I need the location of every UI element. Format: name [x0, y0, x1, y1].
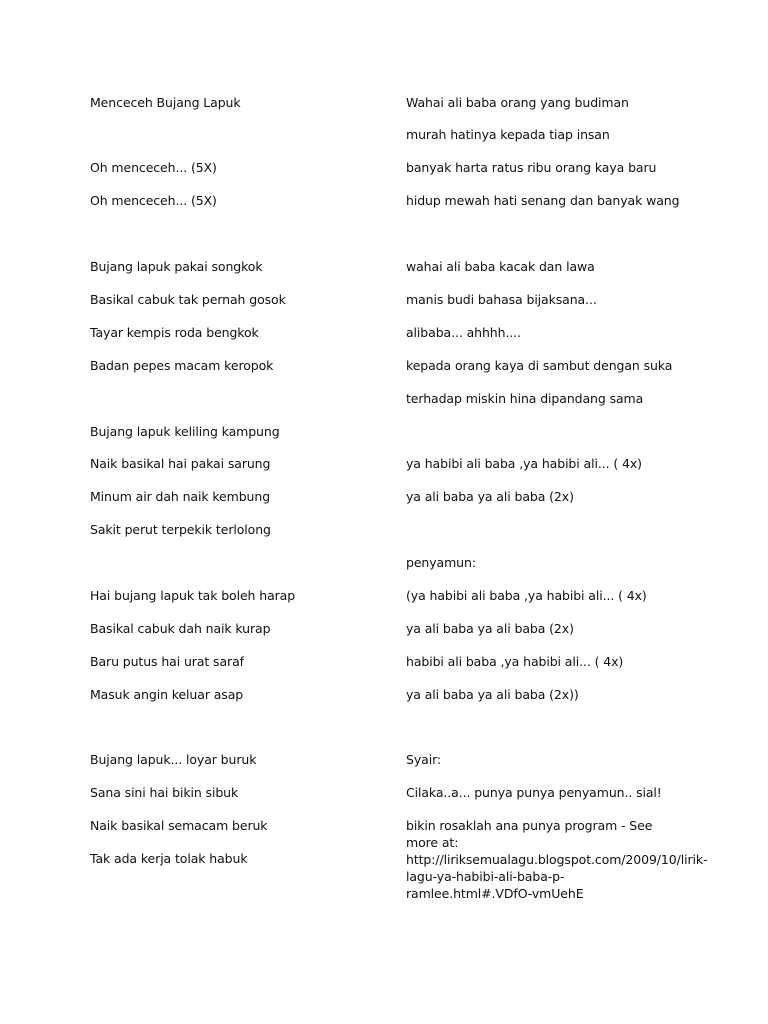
lyric-line: Tayar kempis roda bengkok	[90, 325, 259, 340]
lyric-line: Badan pepes macam keropok	[90, 358, 274, 373]
lyric-line: Bujang lapuk keliling kampung	[90, 424, 280, 439]
lyric-line: banyak harta ratus ribu orang kaya baru	[406, 160, 657, 175]
lyric-line: habibi ali baba ,ya habibi ali... ( 4x)	[406, 654, 624, 669]
lyric-line: Wahai ali baba orang yang budiman	[406, 95, 629, 110]
lyric-line: hidup mewah hati senang dan banyak wang	[406, 193, 680, 208]
lyric-line: murah hatinya kepada tiap insan	[406, 127, 610, 142]
lyric-line: (ya habibi ali baba ,ya habibi ali... ( 4x)	[406, 588, 647, 603]
source-attribution: bikin rosaklah ana punya program - See more at: http://liriksemualagu.blogspot.com/2009/10/lirik-lagu-ya-habibi-ali-baba-p-ramlee.html#.VDfO-vmUehE	[406, 818, 708, 901]
lyric-line: wahai ali baba kacak dan lawa	[406, 259, 595, 274]
lyric-line: Naik basikal hai pakai sarung	[90, 456, 271, 471]
lyric-line: Bujang lapuk... loyar buruk	[90, 752, 257, 767]
lyric-line: Oh menceceh... (5X)	[90, 160, 217, 175]
lyric-line: Bujang lapuk pakai songkok	[90, 259, 263, 274]
lyric-line: Tak ada kerja tolak habuk	[90, 851, 248, 866]
lyric-line: manis budi bahasa bijaksana...	[406, 292, 597, 307]
section-label: penyamun:	[406, 555, 476, 570]
lyric-line: Oh menceceh... (5X)	[90, 193, 217, 208]
lyric-line: Masuk angin keluar asap	[90, 687, 244, 702]
lyric-line: Sakit perut terpekik terlolong	[90, 522, 271, 537]
lyric-line: Naik basikal semacam beruk	[90, 818, 268, 833]
lyric-line: alibaba... ahhhh....	[406, 325, 521, 340]
lyric-line: terhadap miskin hina dipandang sama	[406, 391, 644, 406]
lyric-line: ya habibi ali baba ,ya habibi ali... ( 4x)	[406, 456, 642, 471]
lyric-line: Basikal cabuk dah naik kurap	[90, 621, 271, 636]
lyric-line: Baru putus hai urat saraf	[90, 654, 244, 669]
lyric-line: Sana sini hai bikin sibuk	[90, 785, 239, 800]
section-label: Syair:	[406, 752, 441, 767]
lyric-line: Basikal cabuk tak pernah gosok	[90, 292, 286, 307]
lyric-line: ya ali baba ya ali baba (2x))	[406, 687, 579, 702]
song-title: Menceceh Bujang Lapuk	[90, 95, 241, 110]
lyric-line: Hai bujang lapuk tak boleh harap	[90, 588, 296, 603]
lyric-line: Cilaka..a... punya punya penyamun.. sial!	[406, 785, 662, 800]
lyric-line: ya ali baba ya ali baba (2x)	[406, 489, 574, 504]
lyric-line: Minum air dah naik kembung	[90, 489, 271, 504]
lyric-line: kepada orang kaya di sambut dengan suka	[406, 358, 673, 373]
lyric-line: ya ali baba ya ali baba (2x)	[406, 621, 574, 636]
